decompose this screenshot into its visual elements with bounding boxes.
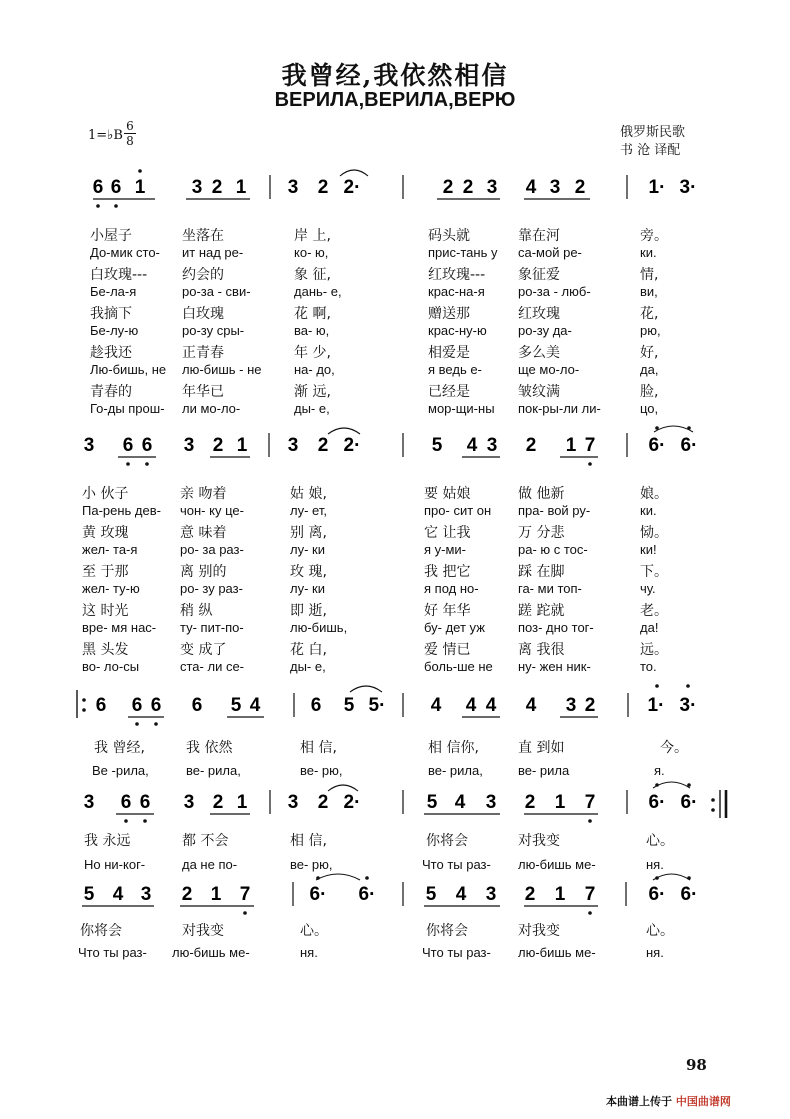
jianpu-note: 5	[230, 695, 242, 716]
jianpu-note: 1	[565, 435, 577, 456]
jianpu-note: 2	[212, 792, 224, 813]
jianpu-note: 2	[181, 884, 193, 905]
lyric-syllable-group: вре- мя нас-	[82, 619, 157, 635]
jianpu-note: 7	[584, 792, 596, 813]
jianpu-note: 6	[310, 695, 322, 716]
octave-dot-low	[135, 722, 139, 726]
jianpu-note: 6	[141, 435, 153, 456]
jianpu-note: 2	[317, 177, 329, 198]
lyric-syllable-group: лу- ет,	[290, 502, 327, 518]
lyric-syllable-group: ве- рю,	[300, 763, 343, 778]
jianpu-note: 5	[343, 695, 355, 716]
lyric-syllable-group: ня.	[300, 945, 318, 960]
watermark-prefix: 本曲谱上传于	[606, 1095, 672, 1108]
lyric-syllable-group: 爱 情已	[424, 642, 471, 658]
octave-dot-low	[96, 204, 100, 208]
watermark	[606, 1093, 731, 1109]
jianpu-note: 2	[525, 435, 537, 456]
lyric-syllable-group: Но ни-ког-	[84, 857, 146, 872]
lyric-syllable-group: ро- зу раз-	[180, 580, 243, 596]
repeat-dot	[82, 708, 86, 712]
lyric-syllable-group: 岸 上,	[294, 228, 331, 244]
lyric-syllable-group: ве- рю,	[290, 857, 333, 872]
jianpu-note: 5·	[368, 695, 386, 716]
lyric-syllable-group: ды- е,	[294, 400, 330, 416]
lyric-syllable-group: пок-ры-ли ли-	[518, 400, 601, 416]
jianpu-note: 2·	[343, 177, 361, 198]
jianpu-note: 1	[554, 884, 566, 905]
song-title-russian: ВЕРИЛА,ВЕРИЛА,ВЕРЮ	[274, 89, 516, 111]
tie-slur	[653, 874, 690, 880]
jianpu-note: 4	[466, 435, 478, 456]
octave-dot-low	[145, 462, 149, 466]
lyric-syllable-group: Па-рень дев-	[82, 502, 161, 518]
jianpu-note: 3	[486, 177, 498, 198]
lyric-syllable-group: ня.	[646, 945, 664, 960]
lyric-syllable-group: 我摘下	[90, 306, 132, 322]
lyric-syllable-group: ве- рила,	[428, 763, 483, 778]
lyric-syllable-group: 白玫瑰---	[90, 267, 148, 283]
jianpu-note: 6·	[309, 884, 327, 905]
jianpu-note: 5	[83, 884, 95, 905]
lyric-syllable-group: ки!	[640, 541, 657, 557]
credit-origin: 俄罗斯民歌	[620, 125, 686, 140]
lyric-syllable-group: 白玫瑰	[182, 306, 224, 322]
lyric-syllable-group: 离 别的	[180, 564, 227, 580]
jianpu-note: 2·	[343, 435, 361, 456]
lyric-syllable-group: то.	[640, 658, 657, 674]
meter-bottom: 8	[126, 134, 134, 148]
lyric-syllable-group: чон- ку це-	[180, 502, 244, 518]
lyric-syllable-group: 你将会	[80, 923, 122, 939]
jianpu-note: 5	[426, 792, 438, 813]
lyric-syllable-group: 情,	[640, 267, 659, 283]
lyric-syllable-group: ва- ю,	[294, 322, 330, 338]
jianpu-note: 6	[122, 435, 134, 456]
octave-dot-high	[655, 684, 659, 688]
repeat-dot	[711, 808, 715, 812]
lyric-syllable-group: ко- ю,	[294, 244, 329, 260]
lyric-syllable-group: 娘。	[640, 486, 668, 502]
jianpu-note: 2	[442, 177, 454, 198]
jianpu-note: 6	[95, 695, 107, 716]
repeat-dot	[711, 798, 715, 802]
jianpu-note: 2	[317, 792, 329, 813]
jianpu-note: 2	[317, 435, 329, 456]
octave-dot-low	[588, 911, 592, 915]
lyric-syllable-group: 已经是	[428, 384, 470, 400]
lyric-syllable-group: Ве -рила,	[92, 763, 149, 778]
tie-slur	[340, 170, 368, 176]
octave-dot-low	[126, 462, 130, 466]
lyric-syllable-group: 坐落在	[182, 228, 224, 244]
tie-slur	[653, 782, 690, 788]
jianpu-note: 1	[235, 177, 247, 198]
jianpu-note: 2·	[343, 792, 361, 813]
lyric-syllable-group: ня.	[646, 857, 664, 872]
lyric-syllable-group: До-мик сто-	[90, 244, 160, 260]
lyric-syllable-group: про- сит он	[424, 502, 492, 518]
lyric-syllable-group: 你将会	[426, 923, 468, 939]
lyric-syllable-group: 做 他新	[518, 486, 565, 502]
lyric-syllable-group: 花 啊,	[294, 306, 331, 322]
lyric-syllable-group: Бе-лу-ю	[90, 322, 139, 338]
lyric-syllable-group: 它 让我	[424, 525, 471, 541]
lyric-syllable-group: 恸。	[640, 525, 668, 541]
lyric-syllable-group: 花 白,	[290, 642, 327, 658]
lyric-syllable-group: 踩 在脚	[518, 564, 565, 580]
lyric-syllable-group: Лю-бишь, не	[90, 361, 167, 377]
jianpu-note: 4	[454, 792, 466, 813]
lyric-syllable-group: 相 信你,	[428, 740, 479, 756]
jianpu-note: 7	[239, 884, 251, 905]
lyric-syllable-group: жел- та-я	[82, 541, 138, 557]
jianpu-note: 6·	[680, 435, 698, 456]
jianpu-note: 3	[485, 884, 497, 905]
jianpu-note: 4	[525, 695, 537, 716]
jianpu-note: 4	[485, 695, 497, 716]
octave-dot-low	[588, 462, 592, 466]
lyric-syllable-group: пра- вой ру-	[518, 502, 591, 518]
lyric-syllable-group: 要 姑娘	[424, 486, 471, 502]
lyric-syllable-group: са-мой ре-	[518, 244, 582, 260]
jianpu-note: 3	[287, 792, 299, 813]
lyric-syllable-group: Что ты раз-	[78, 945, 147, 960]
lyric-syllable-group: рю,	[640, 322, 661, 338]
lyric-syllable-group: ки.	[640, 502, 657, 518]
lyric-syllable-group: 小屋子	[90, 228, 132, 244]
lyric-syllable-group: 今。	[660, 740, 688, 756]
key-note: B	[113, 128, 123, 143]
lyric-syllable-group: 姑 娘,	[290, 486, 327, 502]
lyric-syllable-group: 脸,	[640, 384, 659, 400]
octave-dot-low	[143, 819, 147, 823]
lyric-syllable-group: 对我变	[182, 923, 224, 939]
lyric-syllable-group: 即 逝,	[290, 603, 327, 619]
lyric-syllable-group: 年华已	[182, 384, 224, 400]
lyric-syllable-group: 码头就	[428, 228, 470, 244]
jianpu-note: 1	[236, 792, 248, 813]
flat-sign: ♭	[107, 128, 114, 143]
lyric-syllable-group: 靠在河	[518, 228, 560, 244]
jianpu-note: 5	[431, 435, 443, 456]
lyric-syllable-group: 心。	[646, 923, 674, 939]
lyric-syllable-group: Что ты раз-	[422, 857, 491, 872]
lyric-syllable-group: 我 曾经,	[94, 740, 145, 756]
lyric-syllable-group: 相 信,	[290, 833, 327, 849]
lyric-syllable-group: 万 分悲	[518, 525, 565, 541]
lyric-syllable-group: 对我变	[518, 923, 560, 939]
lyric-syllable-group: 都 不会	[182, 833, 229, 849]
jianpu-note: 3	[83, 435, 95, 456]
lyric-syllable-group: я под но-	[424, 580, 479, 596]
lyric-syllable-group: ра- ю с тос-	[518, 541, 588, 557]
lyric-syllable-group: 我 永远	[84, 833, 131, 849]
jianpu-note: 2	[212, 435, 224, 456]
lyric-syllable-group: бу- дет уж	[424, 619, 485, 635]
jianpu-note: 6	[131, 695, 143, 716]
octave-dot-low	[124, 819, 128, 823]
lyric-syllable-group: 象 征,	[294, 267, 331, 283]
lyric-syllable-group: ро- за раз-	[180, 541, 244, 557]
tie-slur	[654, 426, 693, 432]
jianpu-note: 1	[236, 435, 248, 456]
jianpu-note: 6·	[648, 884, 666, 905]
jianpu-note: 3	[183, 435, 195, 456]
jianpu-note: 6	[120, 792, 132, 813]
lyric-syllable-group: 青春的	[90, 384, 132, 400]
lyric-syllable-group: ну- жен ник-	[518, 658, 591, 674]
lyric-syllable-group: ви,	[640, 283, 658, 299]
lyric-syllable-group: 别 离,	[290, 525, 327, 541]
lyric-syllable-group: ро-за - люб-	[518, 283, 591, 299]
lyric-syllable-group: 我 把它	[424, 564, 471, 580]
lyric-syllable-group: 对我变	[518, 833, 560, 849]
jianpu-note: 1·	[648, 177, 666, 198]
jianpu-note: 4	[465, 695, 477, 716]
lyric-syllable-group: ро-зу сры-	[182, 322, 245, 338]
octave-dot-low	[588, 819, 592, 823]
watermark-site: 中国曲谱网	[675, 1095, 731, 1108]
lyric-syllable-group: лю-бишь ме-	[518, 945, 596, 960]
octave-dot-low	[243, 911, 247, 915]
octave-dot-high	[686, 684, 690, 688]
jianpu-note: 1	[554, 792, 566, 813]
lyric-syllable-group: ста- ли се-	[180, 658, 244, 674]
repeat-dot	[82, 698, 86, 702]
lyric-syllable-group: ту- пит-по-	[180, 619, 244, 635]
lyric-syllable-group: 我 依然	[186, 740, 233, 756]
jianpu-note: 2	[211, 177, 223, 198]
octave-dot-low	[114, 204, 118, 208]
lyric-syllable-group: 远。	[640, 642, 668, 658]
jianpu-note: 6	[191, 695, 203, 716]
lyric-syllable-group: Бе-ла-я	[90, 283, 137, 299]
lyric-syllable-group: 多么美	[518, 345, 560, 361]
lyric-syllable-group: 心。	[300, 923, 328, 939]
lyric-syllable-group: ве- рила	[518, 763, 570, 778]
jianpu-note: 3	[183, 792, 195, 813]
jianpu-note: 3	[549, 177, 561, 198]
lyric-syllable-group: 年 少,	[294, 345, 331, 361]
jianpu-note: 6·	[680, 792, 698, 813]
song-title-chinese: 我曾经,我依然相信	[281, 61, 509, 90]
jianpu-note: 6	[110, 177, 122, 198]
lyric-syllable-group: я ведь е-	[428, 361, 482, 377]
lyric-syllable-group: 象征爱	[518, 267, 560, 283]
jianpu-note: 2	[574, 177, 586, 198]
lyric-syllable-group: лю-бишь,	[290, 619, 348, 635]
lyric-syllable-group: Го-ды прош-	[90, 400, 165, 416]
lyric-syllable-group: 趁我还	[90, 345, 132, 361]
lyric-syllable-group: 变 成了	[180, 642, 227, 658]
lyric-syllable-group: 皱纹满	[518, 384, 560, 400]
jianpu-note: 4	[112, 884, 124, 905]
tie-slur	[316, 874, 360, 880]
jianpu-note: 6	[150, 695, 162, 716]
lyric-syllable-group: Что ты раз-	[422, 945, 491, 960]
jianpu-note: 3	[486, 435, 498, 456]
credit-translator: 书 沧 译配	[620, 143, 681, 158]
lyric-syllable-group: 小 伙子	[82, 486, 129, 502]
lyric-syllable-group: 正青春	[182, 345, 224, 361]
lyric-syllable-group: 这 时光	[82, 603, 129, 619]
lyric-syllable-group: да не по-	[182, 857, 238, 872]
lyric-syllable-group: 赠送那	[428, 306, 470, 322]
lyric-syllable-group: ки.	[640, 244, 657, 260]
jianpu-note: 2	[524, 792, 536, 813]
lyric-syllable-group: 离 我很	[518, 642, 565, 658]
jianpu-note: 6	[92, 177, 104, 198]
lyric-syllable-group: лу- ки	[290, 541, 325, 557]
lyric-syllable-group: 旁。	[640, 228, 668, 244]
tie-slur	[350, 686, 382, 692]
lyric-syllable-group: 你将会	[426, 833, 468, 849]
jianpu-note: 2	[462, 177, 474, 198]
lyric-syllable-group: чу.	[640, 580, 656, 596]
lyric-syllable-group: на- до,	[294, 361, 335, 377]
lyric-syllable-group: 约会的	[182, 267, 224, 283]
lyric-syllable-group: лю-бишь - не	[182, 361, 262, 377]
lyric-syllable-group: я.	[654, 763, 665, 778]
lyric-syllable-group: прис-тань у	[428, 244, 498, 260]
jianpu-note: 3·	[679, 695, 697, 716]
jianpu-note: 6·	[648, 792, 666, 813]
lyric-syllable-group: 老。	[640, 603, 668, 619]
lyric-syllable-group: жел- ту-ю	[82, 580, 140, 596]
lyric-syllable-group: ве- рила,	[186, 763, 241, 778]
meter-top: 6	[126, 119, 134, 133]
jianpu-note: 3	[191, 177, 203, 198]
lyric-syllable-group: мор-щи-ны	[428, 400, 495, 416]
jianpu-note: 3	[565, 695, 577, 716]
tie-slur	[328, 785, 358, 791]
jianpu-note: 1·	[647, 695, 665, 716]
lyric-syllable-group: 花,	[640, 306, 659, 322]
octave-dot-low	[154, 722, 158, 726]
lyric-syllable-group: крас-ну-ю	[428, 322, 487, 338]
lyric-syllable-group: 黑 头发	[82, 642, 129, 658]
key-prefix: 1=	[88, 128, 108, 143]
lyric-syllable-group: лю-бишь ме-	[518, 857, 596, 872]
lyric-syllable-group: да,	[640, 361, 659, 377]
lyric-syllable-group: боль-ше не	[424, 658, 493, 674]
lyric-syllable-group: 好,	[640, 345, 659, 361]
lyric-syllable-group: 至 于那	[82, 564, 129, 580]
lyric-syllable-group: 心。	[646, 833, 674, 849]
jianpu-note: 1	[210, 884, 222, 905]
jianpu-note: 3	[83, 792, 95, 813]
jianpu-note: 1	[134, 177, 146, 198]
tie-slur	[328, 428, 360, 434]
jianpu-note: 4	[525, 177, 537, 198]
lyric-syllable-group: крас-на-я	[428, 283, 485, 299]
jianpu-note: 3·	[679, 177, 697, 198]
lyric-syllable-group: 下。	[640, 564, 668, 580]
lyric-syllable-group: 相爱是	[428, 345, 470, 361]
jianpu-note: 6·	[358, 884, 376, 905]
lyric-syllable-group: ро-за - сви-	[182, 283, 251, 299]
lyric-syllable-group: 蹉 跎就	[518, 603, 565, 619]
page-number: 98	[686, 1056, 707, 1074]
lyric-syllable-group: лу- ки	[290, 580, 325, 596]
jianpu-note: 5	[425, 884, 437, 905]
lyric-syllable-group: поз- дно тог-	[518, 619, 594, 635]
octave-dot-high	[138, 169, 142, 173]
jianpu-note: 2	[524, 884, 536, 905]
lyric-syllable-group: 直 到如	[518, 740, 565, 756]
lyric-syllable-group: цо,	[640, 400, 659, 416]
jianpu-note: 7	[584, 884, 596, 905]
jianpu-note: 7	[584, 435, 596, 456]
lyric-syllable-group: 稍 纵	[180, 603, 213, 619]
jianpu-note: 6	[139, 792, 151, 813]
jianpu-note: 3	[140, 884, 152, 905]
lyric-syllable-group: ли мо-ло-	[182, 400, 241, 416]
lyric-syllable-group: 相 信,	[300, 740, 337, 756]
lyric-syllable-group: ро-зу да-	[518, 322, 572, 338]
jianpu-note: 3	[287, 435, 299, 456]
jianpu-note: 4	[249, 695, 261, 716]
lyric-syllable-group: 红玫瑰---	[428, 267, 486, 283]
lyric-syllable-group: я у-ми-	[424, 541, 467, 557]
jianpu-note: 4	[455, 884, 467, 905]
lyric-syllable-group: 黄 玫瑰	[82, 525, 129, 541]
jianpu-note: 3	[485, 792, 497, 813]
lyric-syllable-group: ды- е,	[290, 658, 326, 674]
lyric-syllable-group: дань- е,	[294, 283, 342, 299]
lyric-syllable-group: 意 味着	[180, 525, 227, 541]
jianpu-note: 6·	[680, 884, 698, 905]
jianpu-note: 3	[287, 177, 299, 198]
lyric-syllable-group: 渐 远,	[294, 384, 331, 400]
jianpu-note: 2	[584, 695, 596, 716]
lyric-syllable-group: ще мо-ло-	[518, 361, 580, 377]
jianpu-note: 4	[430, 695, 442, 716]
lyric-syllable-group: ит над ре-	[182, 244, 244, 260]
lyric-syllable-group: 红玫瑰	[518, 306, 560, 322]
lyric-syllable-group: лю-бишь ме-	[172, 945, 250, 960]
lyric-syllable-group: га- ми топ-	[518, 580, 582, 596]
lyric-syllable-group: 好 年华	[424, 603, 471, 619]
jianpu-note: 6·	[648, 435, 666, 456]
lyric-syllable-group: 亲 吻着	[180, 486, 227, 502]
lyric-syllable-group: 玫 瑰,	[290, 564, 327, 580]
lyric-syllable-group: да!	[640, 619, 659, 635]
lyric-syllable-group: во- ло-сы	[82, 658, 140, 674]
octave-dot-high	[365, 876, 369, 880]
